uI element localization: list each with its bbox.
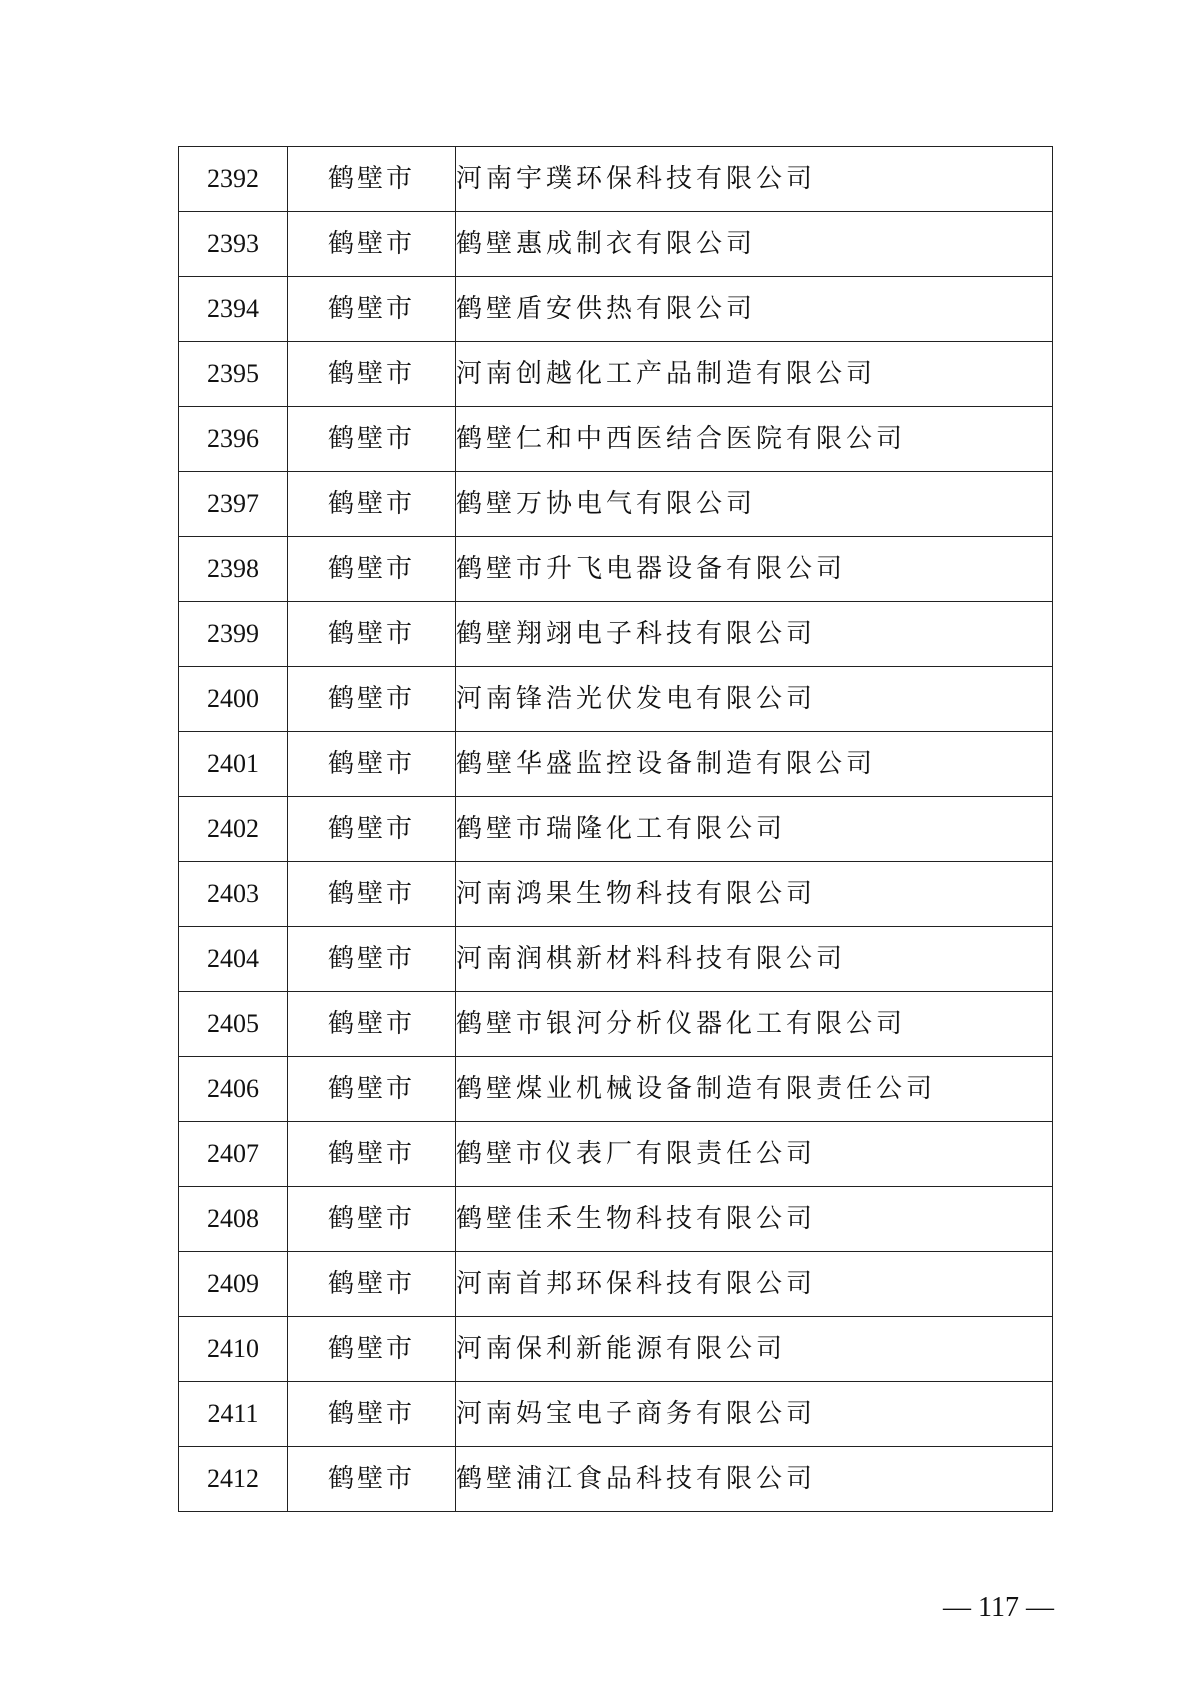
row-company-name: 河南创越化工产品制造有限公司 [456, 342, 1053, 407]
row-city: 鹤壁市 [288, 407, 456, 472]
row-city: 鹤壁市 [288, 472, 456, 537]
table-row [179, 667, 1053, 732]
row-city: 鹤壁市 [288, 537, 456, 602]
row-number: 2398 [179, 537, 288, 602]
row-number: 2409 [179, 1252, 288, 1317]
row-company-name: 河南鸿果生物科技有限公司 [456, 862, 1053, 927]
table-row [179, 1317, 1053, 1382]
row-city: 鹤壁市 [288, 1057, 456, 1122]
row-city: 鹤壁市 [288, 1447, 456, 1512]
table-row [179, 602, 1053, 667]
row-number: 2402 [179, 797, 288, 862]
row-city: 鹤壁市 [288, 862, 456, 927]
row-number: 2410 [179, 1317, 288, 1382]
table-row [179, 537, 1053, 602]
row-company-name: 鹤壁浦江食品科技有限公司 [456, 1447, 1053, 1512]
row-city: 鹤壁市 [288, 732, 456, 797]
row-company-name: 鹤壁市瑞隆化工有限公司 [456, 797, 1053, 862]
row-city: 鹤壁市 [288, 667, 456, 732]
row-company-name: 鹤壁仁和中西医结合医院有限公司 [456, 407, 1053, 472]
table-row [179, 1447, 1053, 1512]
row-number: 2399 [179, 602, 288, 667]
row-number: 2392 [179, 147, 288, 212]
row-city: 鹤壁市 [288, 1252, 456, 1317]
row-company-name: 鹤壁华盛监控设备制造有限公司 [456, 732, 1053, 797]
table-row [179, 927, 1053, 992]
table-row [179, 342, 1053, 407]
row-city: 鹤壁市 [288, 797, 456, 862]
row-number: 2401 [179, 732, 288, 797]
table-row [179, 797, 1053, 862]
row-company-name: 河南首邦环保科技有限公司 [456, 1252, 1053, 1317]
company-list-body [179, 147, 1053, 1512]
table-row [179, 992, 1053, 1057]
row-company-name: 鹤壁煤业机械设备制造有限责任公司 [456, 1057, 1053, 1122]
row-city: 鹤壁市 [288, 1317, 456, 1382]
row-company-name: 鹤壁市银河分析仪器化工有限公司 [456, 992, 1053, 1057]
table-row [179, 1057, 1053, 1122]
row-city: 鹤壁市 [288, 992, 456, 1057]
row-city: 鹤壁市 [288, 342, 456, 407]
row-city: 鹤壁市 [288, 602, 456, 667]
row-city: 鹤壁市 [288, 927, 456, 992]
row-city: 鹤壁市 [288, 1382, 456, 1447]
row-number: 2404 [179, 927, 288, 992]
row-number: 2411 [179, 1382, 288, 1447]
row-company-name: 鹤壁翔翊电子科技有限公司 [456, 602, 1053, 667]
row-company-name: 河南宇璞环保科技有限公司 [456, 147, 1053, 212]
table-row [179, 407, 1053, 472]
table-row [179, 472, 1053, 537]
row-number: 2400 [179, 667, 288, 732]
row-number: 2395 [179, 342, 288, 407]
table-row [179, 1122, 1053, 1187]
table-row [179, 212, 1053, 277]
row-city: 鹤壁市 [288, 1187, 456, 1252]
row-number: 2394 [179, 277, 288, 342]
row-number: 2407 [179, 1122, 288, 1187]
row-company-name: 鹤壁万协电气有限公司 [456, 472, 1053, 537]
table-row [179, 277, 1053, 342]
row-city: 鹤壁市 [288, 212, 456, 277]
page-number: — 117 — [943, 1592, 1054, 1623]
table-row [179, 732, 1053, 797]
row-number: 2405 [179, 992, 288, 1057]
row-city: 鹤壁市 [288, 1122, 456, 1187]
row-company-name: 河南妈宝电子商务有限公司 [456, 1382, 1053, 1447]
row-number: 2403 [179, 862, 288, 927]
row-company-name: 河南锋浩光伏发电有限公司 [456, 667, 1053, 732]
row-company-name: 河南润棋新材料科技有限公司 [456, 927, 1053, 992]
row-number: 2412 [179, 1447, 288, 1512]
row-city: 鹤壁市 [288, 277, 456, 342]
table-row [179, 1382, 1053, 1447]
row-company-name: 鹤壁佳禾生物科技有限公司 [456, 1187, 1053, 1252]
row-number: 2393 [179, 212, 288, 277]
row-company-name: 鹤壁惠成制衣有限公司 [456, 212, 1053, 277]
row-company-name: 河南保利新能源有限公司 [456, 1317, 1053, 1382]
table-row [179, 862, 1053, 927]
table-row [179, 147, 1053, 212]
company-list-table [178, 146, 1053, 1512]
row-number: 2408 [179, 1187, 288, 1252]
row-number: 2406 [179, 1057, 288, 1122]
row-company-name: 鹤壁市仪表厂有限责任公司 [456, 1122, 1053, 1187]
row-number: 2397 [179, 472, 288, 537]
row-city: 鹤壁市 [288, 147, 456, 212]
table-row [179, 1187, 1053, 1252]
row-company-name: 鹤壁盾安供热有限公司 [456, 277, 1053, 342]
row-company-name: 鹤壁市升飞电器设备有限公司 [456, 537, 1053, 602]
table-row [179, 1252, 1053, 1317]
row-number: 2396 [179, 407, 288, 472]
